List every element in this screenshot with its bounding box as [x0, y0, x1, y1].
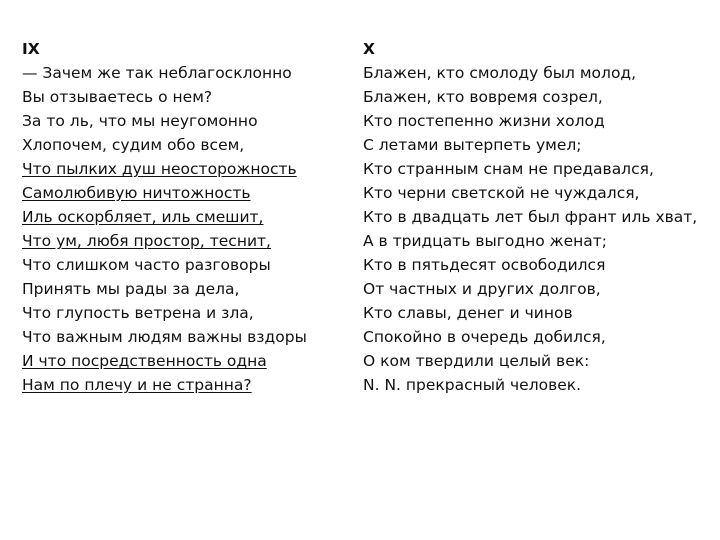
poem-line: Кто странным снам не предавался, [363, 160, 654, 178]
poem-line: Нам по плечу и не странна? [22, 376, 252, 394]
poem-line: Блажен, кто смолоду был молод, [363, 64, 637, 82]
poem-line: Что слишком часто разговоры [22, 256, 271, 274]
poem-line: Что ум, любя простор, теснит, [22, 232, 271, 250]
poem-line: Спокойно в очередь добился, [363, 328, 606, 346]
poem-line: Блажен, кто вовремя созрел, [363, 88, 603, 106]
poem-line: — Зачем же так неблагосклонно [22, 64, 292, 82]
poem-line: От частных и других долгов, [363, 280, 601, 298]
stanza-title: X [363, 40, 375, 58]
poem-line: Что глупость ветрена и зла, [22, 304, 254, 322]
poem-line: Кто в пятьдесят освободился [363, 256, 606, 274]
poem-line: Кто черни светской не чуждался, [363, 184, 640, 202]
poem-line: А в тридцать выгодно женат; [363, 232, 608, 250]
stanza-ix [22, 37, 342, 397]
poem-line: Что пылких душ неосторожность [22, 160, 297, 178]
poem-line: Самолюбивую ничтожность [22, 184, 251, 202]
poem-line: Хлопочем, судим обо всем, [22, 136, 245, 154]
poem-line: Иль оскорбляет, иль смешит, [22, 208, 264, 226]
poem-line: За то ль, что мы неугомонно [22, 112, 258, 130]
poem-line: Кто постепенно жизни холод [363, 112, 605, 130]
stanza-lines [363, 61, 713, 397]
stanza-x [363, 37, 713, 397]
poem-line: Принять мы рады за дела, [22, 280, 240, 298]
poem-line: И что посредственность одна [22, 352, 267, 370]
poem-line: N. N. прекрасный человек. [363, 376, 582, 394]
poem-line: С летами вытерпеть умел; [363, 136, 582, 154]
stanza-title: IX [22, 40, 40, 58]
poem-line: О ком твердили целый век: [363, 352, 590, 370]
poem-line: Кто славы, денег и чинов [363, 304, 573, 322]
stanza-lines [22, 61, 342, 397]
poem-line: Вы отзываетесь о нем? [22, 88, 213, 106]
poem-line: Что важным людям важны вздоры [22, 328, 307, 346]
poem-line: Кто в двадцать лет был франт иль хват, [363, 208, 698, 226]
